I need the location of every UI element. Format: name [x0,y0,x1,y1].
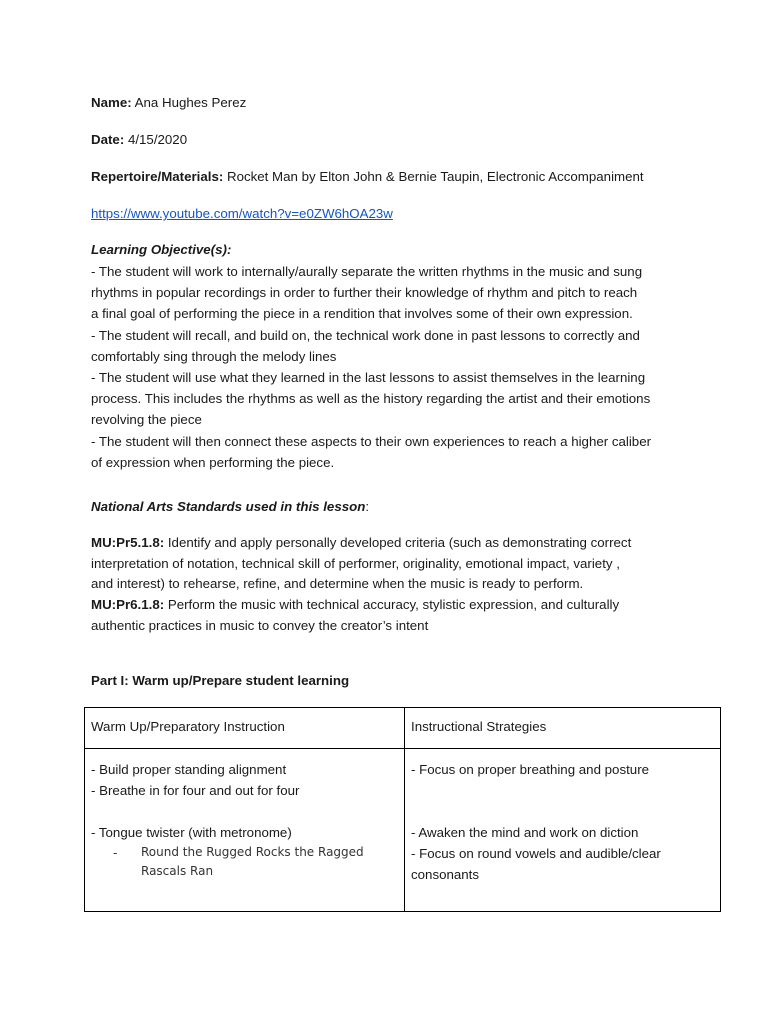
objective-line: - The student will use what they learned in the last lessons to assist themselves in the learning [91,370,646,386]
strategy-item: - Focus on proper breathing and posture [411,762,650,777]
subitem-dash: - [113,845,118,860]
standard-text: Perform the music with technical accuracy, stylistic expression, and culturally [164,597,620,613]
date-line [91,129,187,150]
table-header-cell [85,708,405,749]
objective-line: - The student will recall, and build on, the technical work done in past lessons to correctly and [91,327,640,343]
objective-line: process. This includes the rhythms as well as the history regarding the artist and their emotions [91,391,651,407]
date-label: Date: [91,132,125,147]
youtube-link[interactable]: https://www.youtube.com/watch?v=e0ZW6hOA23w [91,206,393,221]
date-value: 4/15/2020 [124,132,188,147]
standards-heading [91,496,369,517]
table-header-row [85,708,721,749]
name-line [91,92,246,113]
name-value: Ana Hughes Perez [131,95,247,110]
warmup-item: - Build proper standing alignment [91,762,287,777]
repertoire-line [91,166,644,187]
objective-line: - The student will work to internally/aurally separate the written rhythms in the music and sung [91,264,643,279]
objective-line: a final goal of performing the piece in a rendition that involves some of their own expression. [91,306,633,322]
standards-heading-text: National Arts Standards used in this lesson [91,499,366,514]
part1-title: Part I: Warm up/Prepare student learning [91,673,350,688]
col2-header: Instructional Strategies [411,719,547,734]
strategy-item: consonants [411,867,480,882]
warmup-subitem [91,843,398,881]
warmup-cell [85,749,405,912]
standard-line: and interest) to rehearse, refine, and determine when the music is ready to perform. [91,576,584,592]
standard-line [91,595,691,616]
objectives-heading: Learning Objective(s): [91,242,232,257]
standards-list [91,533,691,637]
objective-line: comfortably sing through the melody lines [91,348,337,364]
warmup-table [84,707,721,912]
table-row [85,749,721,912]
warmup-item: - Breathe in for four and out for four [91,783,300,798]
table-header-cell [405,708,721,749]
repertoire-label: Repertoire/Materials: [91,169,224,184]
strategy-item: - Awaken the mind and work on diction [411,825,639,840]
objective-line: rhythms in popular recordings in order to further their knowledge of rhythm and pitch to reach [91,285,638,301]
objective-line: - The student will then connect these aspects to their own experiences to reach a higher caliber [91,433,652,449]
objectives-list [91,261,691,473]
repertoire-value: Rocket Man by Elton John & Bernie Taupin, Electronic Accompaniment [223,169,644,184]
youtube-link-line [91,203,393,224]
standard-code: MU:Pr6.1.8: [91,597,165,613]
name-label: Name: [91,95,132,110]
standard-text: Identify and apply personally developed criteria (such as demonstrating correct [164,535,632,550]
objective-line: of expression when performing the piece. [91,454,335,470]
standards-heading-colon: : [365,499,370,514]
standard-line [91,533,691,554]
col1-header: Warm Up/Preparatory Instruction [91,719,285,734]
standard-code: MU:Pr5.1.8: [91,535,165,550]
standard-line: authentic practices in music to convey the creator’s intent [91,617,429,633]
standard-line: interpretation of notation, technical skill of performer, originality, emotional impact, variety , [91,555,620,571]
tongue-twister-text: Round the Rugged Rocks the Ragged Rascals Ran [141,845,364,878]
strategy-item: - Focus on round vowels and audible/clear [411,846,661,861]
strategies-cell [405,749,721,912]
warmup-item: - Tongue twister (with metronome) [91,825,292,840]
objective-line: revolving the piece [91,412,202,428]
